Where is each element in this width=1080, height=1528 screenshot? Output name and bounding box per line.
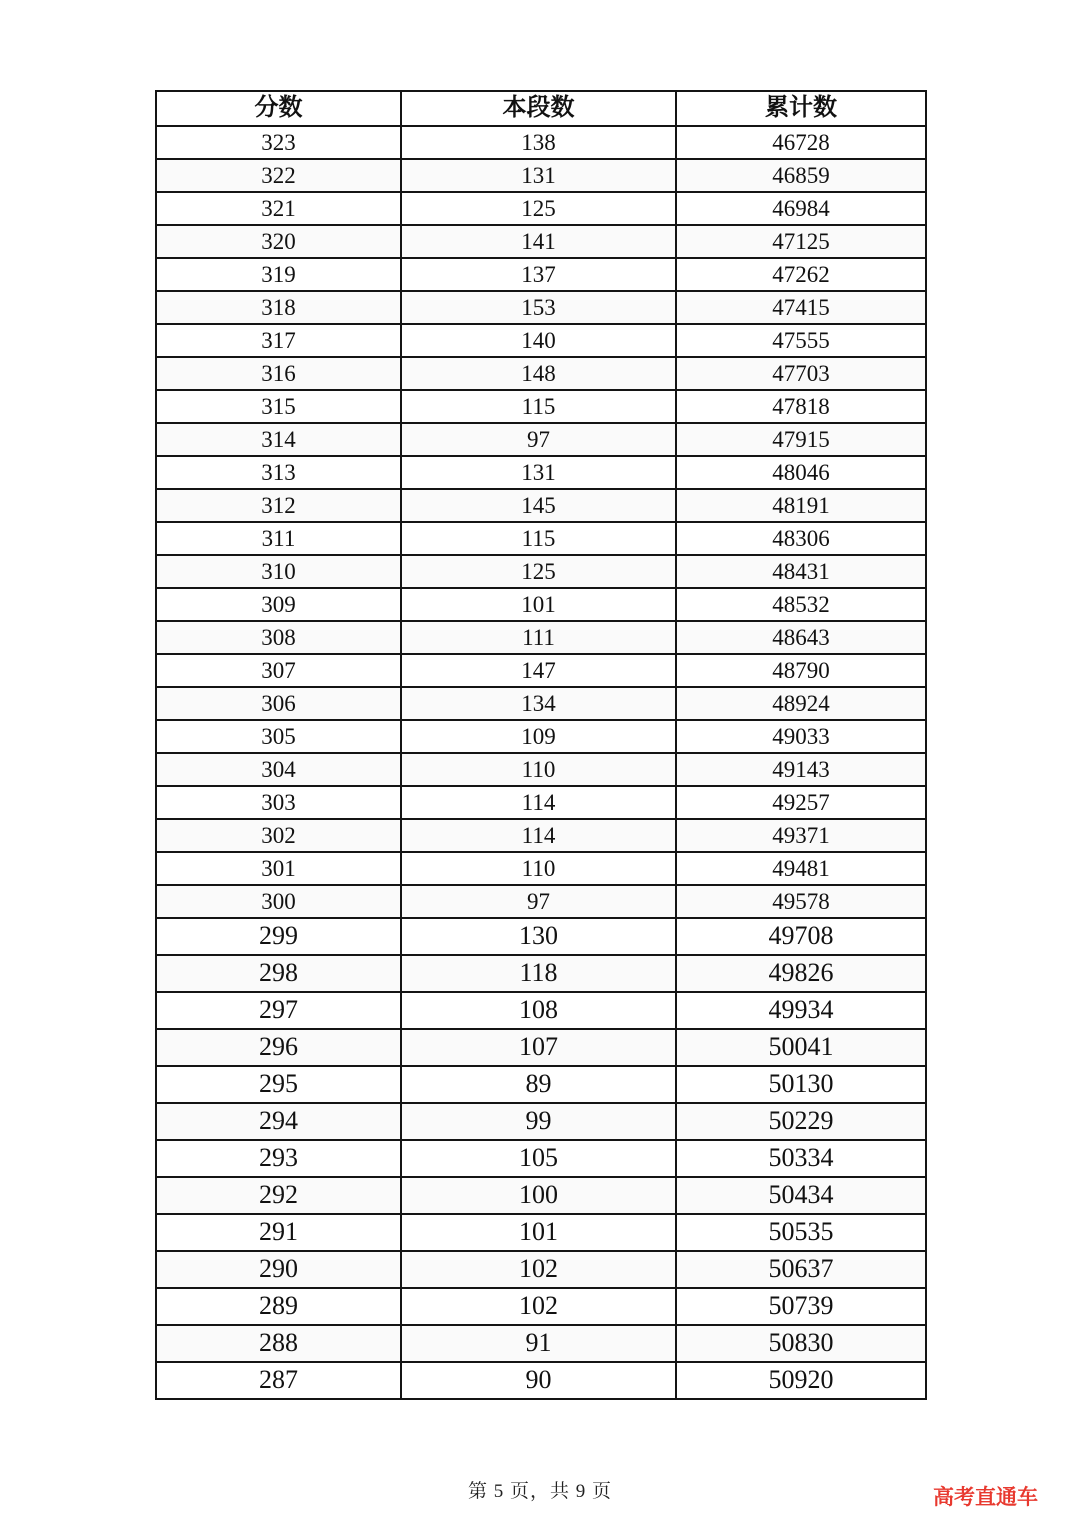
table-row bbox=[156, 885, 926, 918]
table-row bbox=[156, 390, 926, 423]
cell-score: 308 bbox=[156, 621, 401, 654]
cell-score: 309 bbox=[156, 588, 401, 621]
table-row bbox=[156, 1214, 926, 1251]
cell-segment-count: 90 bbox=[401, 1362, 676, 1399]
cell-score: 300 bbox=[156, 885, 401, 918]
cell-score: 297 bbox=[156, 992, 401, 1029]
cell-score: 304 bbox=[156, 753, 401, 786]
table-row bbox=[156, 159, 926, 192]
cell-segment-count: 137 bbox=[401, 258, 676, 291]
cell-cumulative-count: 49826 bbox=[676, 955, 926, 992]
cell-cumulative-count: 47125 bbox=[676, 225, 926, 258]
table-row bbox=[156, 456, 926, 489]
table-row bbox=[156, 852, 926, 885]
table-row bbox=[156, 423, 926, 456]
cell-score: 311 bbox=[156, 522, 401, 555]
cell-segment-count: 114 bbox=[401, 786, 676, 819]
cell-segment-count: 115 bbox=[401, 522, 676, 555]
cell-cumulative-count: 50535 bbox=[676, 1214, 926, 1251]
cell-segment-count: 99 bbox=[401, 1103, 676, 1140]
cell-cumulative-count: 47262 bbox=[676, 258, 926, 291]
cell-cumulative-count: 47703 bbox=[676, 357, 926, 390]
table-row bbox=[156, 1362, 926, 1399]
table-row bbox=[156, 555, 926, 588]
cell-segment-count: 114 bbox=[401, 819, 676, 852]
cell-score: 292 bbox=[156, 1177, 401, 1214]
cell-segment-count: 102 bbox=[401, 1251, 676, 1288]
cell-segment-count: 110 bbox=[401, 852, 676, 885]
cell-segment-count: 97 bbox=[401, 885, 676, 918]
table-row bbox=[156, 918, 926, 955]
cell-segment-count: 131 bbox=[401, 456, 676, 489]
cell-segment-count: 111 bbox=[401, 621, 676, 654]
cell-segment-count: 153 bbox=[401, 291, 676, 324]
table-row bbox=[156, 522, 926, 555]
cell-score: 307 bbox=[156, 654, 401, 687]
cell-segment-count: 100 bbox=[401, 1177, 676, 1214]
cell-score: 299 bbox=[156, 918, 401, 955]
cell-cumulative-count: 47415 bbox=[676, 291, 926, 324]
cell-segment-count: 118 bbox=[401, 955, 676, 992]
table-row bbox=[156, 357, 926, 390]
cell-score: 295 bbox=[156, 1066, 401, 1103]
cell-cumulative-count: 50334 bbox=[676, 1140, 926, 1177]
cell-score: 306 bbox=[156, 687, 401, 720]
cell-cumulative-count: 49033 bbox=[676, 720, 926, 753]
watermark-brand: 高考直通车 bbox=[933, 1486, 1038, 1509]
cell-score: 301 bbox=[156, 852, 401, 885]
cell-score: 293 bbox=[156, 1140, 401, 1177]
cell-cumulative-count: 47915 bbox=[676, 423, 926, 456]
cell-cumulative-count: 47555 bbox=[676, 324, 926, 357]
cell-score: 318 bbox=[156, 291, 401, 324]
col-header-score: 分数 bbox=[156, 91, 401, 126]
cell-segment-count: 134 bbox=[401, 687, 676, 720]
cell-score: 310 bbox=[156, 555, 401, 588]
table-row bbox=[156, 1325, 926, 1362]
cell-segment-count: 108 bbox=[401, 992, 676, 1029]
cell-cumulative-count: 48191 bbox=[676, 489, 926, 522]
cell-segment-count: 148 bbox=[401, 357, 676, 390]
col-header-cumulative-count: 累计数 bbox=[676, 91, 926, 126]
table-row bbox=[156, 1288, 926, 1325]
table-row bbox=[156, 720, 926, 753]
table-row bbox=[156, 753, 926, 786]
cell-segment-count: 141 bbox=[401, 225, 676, 258]
cell-cumulative-count: 49371 bbox=[676, 819, 926, 852]
cell-segment-count: 89 bbox=[401, 1066, 676, 1103]
table-row bbox=[156, 1066, 926, 1103]
cell-segment-count: 145 bbox=[401, 489, 676, 522]
table-row bbox=[156, 126, 926, 159]
cell-cumulative-count: 48532 bbox=[676, 588, 926, 621]
cell-segment-count: 91 bbox=[401, 1325, 676, 1362]
table-body bbox=[156, 126, 926, 1399]
table-row bbox=[156, 1140, 926, 1177]
cell-segment-count: 115 bbox=[401, 390, 676, 423]
table-row bbox=[156, 819, 926, 852]
cell-cumulative-count: 48924 bbox=[676, 687, 926, 720]
cell-segment-count: 110 bbox=[401, 753, 676, 786]
table-row bbox=[156, 258, 926, 291]
cell-cumulative-count: 50041 bbox=[676, 1029, 926, 1066]
table-row bbox=[156, 1029, 926, 1066]
cell-score: 312 bbox=[156, 489, 401, 522]
cell-score: 291 bbox=[156, 1214, 401, 1251]
cell-cumulative-count: 50739 bbox=[676, 1288, 926, 1325]
cell-score: 289 bbox=[156, 1288, 401, 1325]
table-row bbox=[156, 588, 926, 621]
col-header-segment-count: 本段数 bbox=[401, 91, 676, 126]
table-row bbox=[156, 687, 926, 720]
page-indicator: 第 5 页，共 9 页 bbox=[467, 1481, 612, 1502]
cell-segment-count: 97 bbox=[401, 423, 676, 456]
cell-segment-count: 109 bbox=[401, 720, 676, 753]
cell-segment-count: 125 bbox=[401, 555, 676, 588]
cell-segment-count: 101 bbox=[401, 1214, 676, 1251]
cell-cumulative-count: 49481 bbox=[676, 852, 926, 885]
table-row bbox=[156, 324, 926, 357]
cell-cumulative-count: 50637 bbox=[676, 1251, 926, 1288]
cell-segment-count: 138 bbox=[401, 126, 676, 159]
cell-segment-count: 102 bbox=[401, 1288, 676, 1325]
table-row bbox=[156, 786, 926, 819]
cell-cumulative-count: 46984 bbox=[676, 192, 926, 225]
cell-score: 321 bbox=[156, 192, 401, 225]
cell-score: 316 bbox=[156, 357, 401, 390]
table-row bbox=[156, 225, 926, 258]
cell-segment-count: 105 bbox=[401, 1140, 676, 1177]
table-row bbox=[156, 955, 926, 992]
cell-cumulative-count: 49708 bbox=[676, 918, 926, 955]
score-distribution-table bbox=[155, 90, 927, 1400]
cell-cumulative-count: 50130 bbox=[676, 1066, 926, 1103]
cell-cumulative-count: 49143 bbox=[676, 753, 926, 786]
cell-segment-count: 125 bbox=[401, 192, 676, 225]
cell-segment-count: 101 bbox=[401, 588, 676, 621]
cell-segment-count: 140 bbox=[401, 324, 676, 357]
cell-score: 322 bbox=[156, 159, 401, 192]
table-row bbox=[156, 192, 926, 225]
cell-cumulative-count: 50920 bbox=[676, 1362, 926, 1399]
cell-segment-count: 130 bbox=[401, 918, 676, 955]
cell-score: 305 bbox=[156, 720, 401, 753]
cell-cumulative-count: 50830 bbox=[676, 1325, 926, 1362]
table-row bbox=[156, 291, 926, 324]
cell-score: 313 bbox=[156, 456, 401, 489]
cell-score: 298 bbox=[156, 955, 401, 992]
cell-cumulative-count: 46859 bbox=[676, 159, 926, 192]
cell-score: 294 bbox=[156, 1103, 401, 1140]
cell-cumulative-count: 50434 bbox=[676, 1177, 926, 1214]
cell-score: 323 bbox=[156, 126, 401, 159]
table-row bbox=[156, 1251, 926, 1288]
cell-segment-count: 147 bbox=[401, 654, 676, 687]
cell-score: 288 bbox=[156, 1325, 401, 1362]
cell-score: 302 bbox=[156, 819, 401, 852]
cell-score: 315 bbox=[156, 390, 401, 423]
cell-cumulative-count: 49934 bbox=[676, 992, 926, 1029]
table-row bbox=[156, 1103, 926, 1140]
cell-cumulative-count: 49257 bbox=[676, 786, 926, 819]
table-row bbox=[156, 489, 926, 522]
cell-cumulative-count: 47818 bbox=[676, 390, 926, 423]
cell-score: 320 bbox=[156, 225, 401, 258]
cell-cumulative-count: 48643 bbox=[676, 621, 926, 654]
cell-score: 290 bbox=[156, 1251, 401, 1288]
cell-cumulative-count: 48790 bbox=[676, 654, 926, 687]
cell-cumulative-count: 48431 bbox=[676, 555, 926, 588]
cell-cumulative-count: 48306 bbox=[676, 522, 926, 555]
cell-cumulative-count: 48046 bbox=[676, 456, 926, 489]
table-row bbox=[156, 1177, 926, 1214]
cell-segment-count: 107 bbox=[401, 1029, 676, 1066]
cell-cumulative-count: 50229 bbox=[676, 1103, 926, 1140]
table-row bbox=[156, 992, 926, 1029]
table-row bbox=[156, 621, 926, 654]
cell-score: 303 bbox=[156, 786, 401, 819]
cell-score: 319 bbox=[156, 258, 401, 291]
table-header-row bbox=[156, 91, 926, 126]
cell-score: 287 bbox=[156, 1362, 401, 1399]
cell-cumulative-count: 49578 bbox=[676, 885, 926, 918]
cell-score: 296 bbox=[156, 1029, 401, 1066]
cell-score: 314 bbox=[156, 423, 401, 456]
cell-segment-count: 131 bbox=[401, 159, 676, 192]
cell-cumulative-count: 46728 bbox=[676, 126, 926, 159]
cell-score: 317 bbox=[156, 324, 401, 357]
table-row bbox=[156, 654, 926, 687]
